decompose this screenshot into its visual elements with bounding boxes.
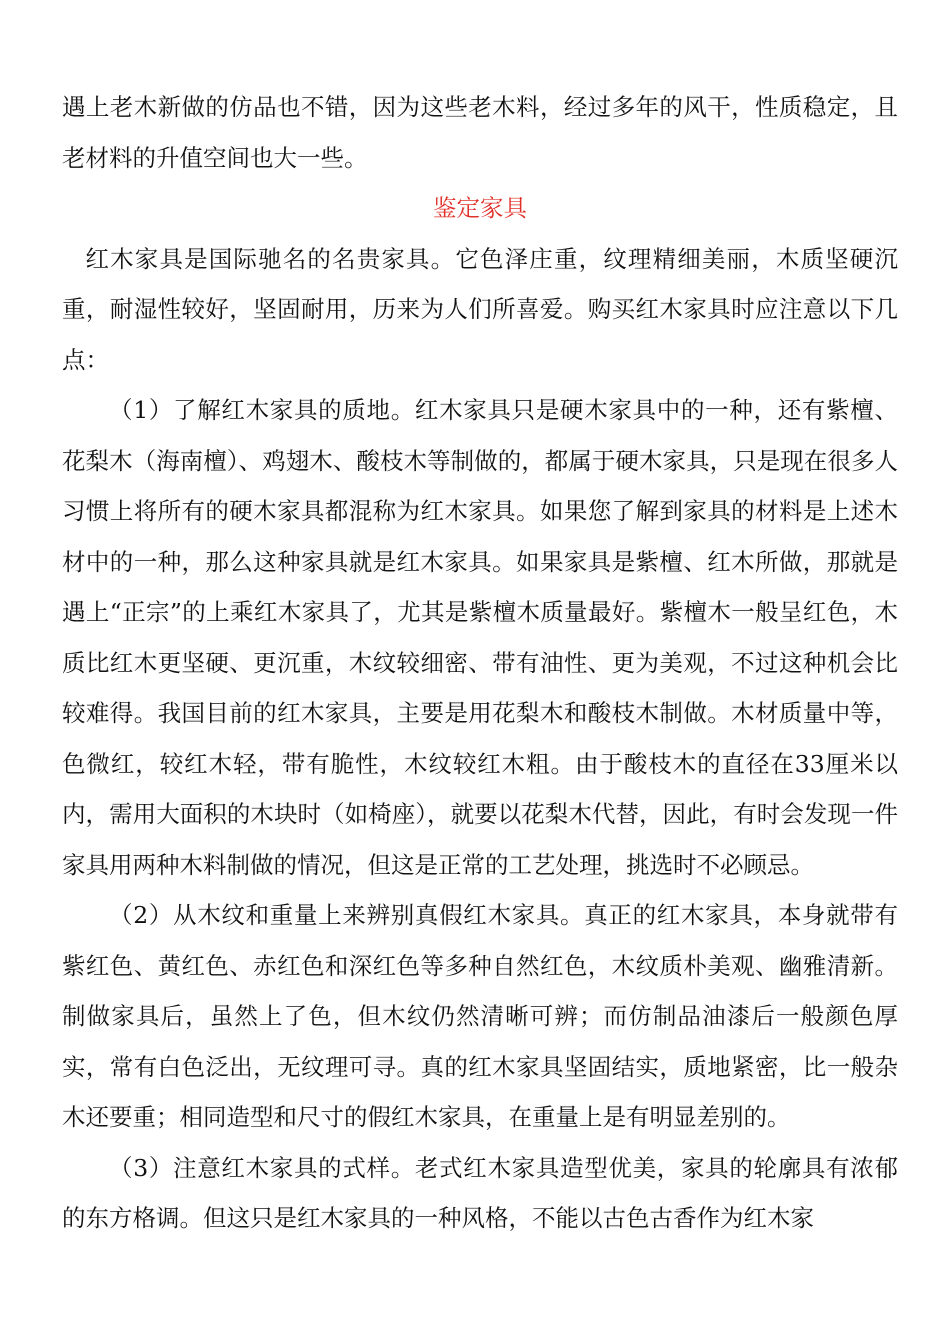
paragraph-1: 红木家具是国际驰名的名贵家具。它色泽庄重，纹理精细美丽，木质坚硬沉重，耐湿性较好，坚固耐用，历来为人们所喜爱。购买红木家具时应注意以下几点： [62, 244, 898, 374]
paragraph-4: （3）注意红木家具的式样。老式红木家具造型优美，家具的轮廓具有浓郁的东方格调。但这只是红木家具的一种风格，不能以古色古香作为红木家 [62, 1153, 898, 1232]
intro-paragraph: 遇上老木新做的仿品也不错，因为这些老木料，经过多年的风干，性质稳定，且老材料的升值空间也大一些。 [62, 93, 898, 172]
document-page [62, 82, 898, 1244]
paragraph-3: （2）从木纹和重量上来辨别真假红木家具。真正的红木家具，本身就带有紫红色、黄红色、赤红色和深红色等多种自然红色，木纹质朴美观、幽雅清新。制做家具后，虽然上了色，但木纹仍然清晰可辨；而仿制品油漆后一般颜色厚实，常有白色泛出，无纹理可寻。真的红木家具坚固结实，质地紧密，比一般杂木还要重；相同造型和尺寸的假红木家具，在重量上是有明显差别的。 [62, 901, 898, 1131]
paragraph-2: （1）了解红木家具的质地。红木家具只是硬木家具中的一种，还有紫檀、花梨木（海南檀）、鸡翅木、酸枝木等制做的，都属于硬木家具，只是现在很多人习惯上将所有的硬木家具都混称为红木家具。如果您了解到家具的材料是上述木材中的一种，那么这种家具就是红木家具。如果家具是紫檀、红木所做，那就是遇上“正宗”的上乘红木家具了，尤其是紫檀木质量最好。紫檀木一般呈红色，木质比红木更坚硬、更沉重，木纹较细密、带有油性、更为美观，不过这种机会比较难得。我国目前的红木家具，主要是用花梨木和酸枝木制做。木材质量中等，色微红，较红木轻，带有脆性，木纹较红木粗。由于酸枝木的直径在33厘米以内，需用大面积的木块时（如椅座），就要以花梨木代替，因此，有时会发现一件家具用两种木料制做的情况，但这是正常的工艺处理，挑选时不必顾忌。 [62, 396, 898, 879]
section-heading: 鉴定家具 [433, 194, 527, 222]
